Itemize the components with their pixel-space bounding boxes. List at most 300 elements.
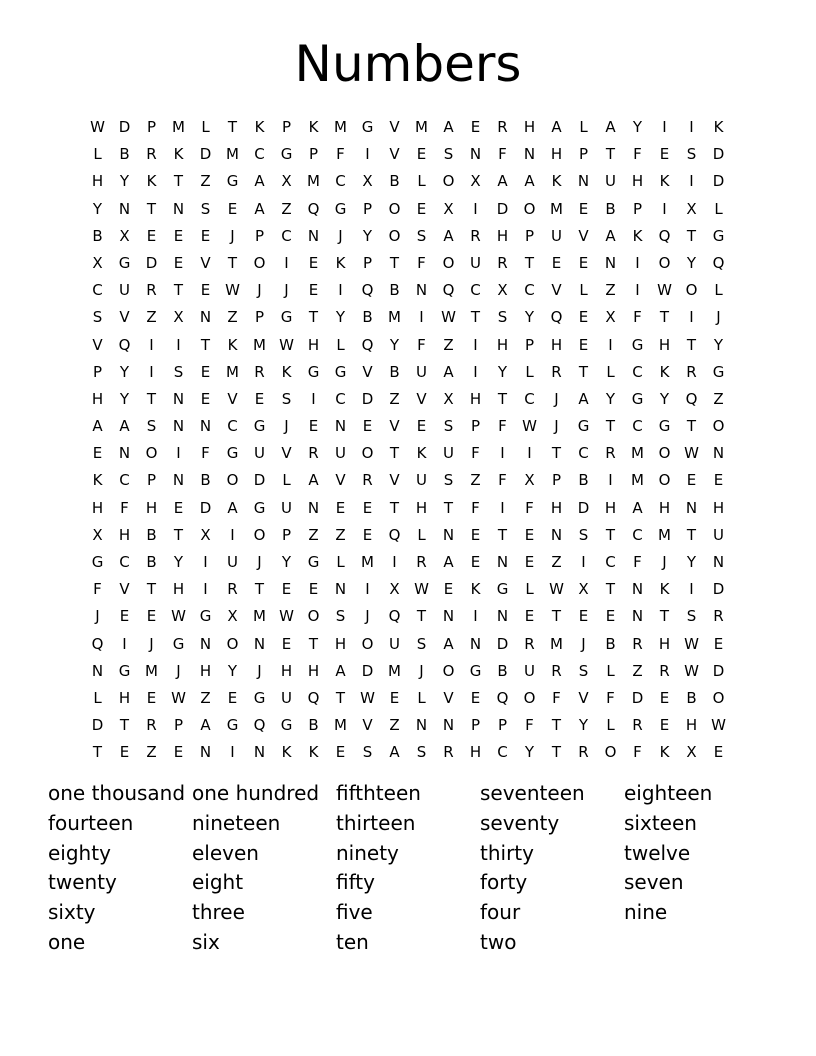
grid-letter: P <box>254 226 265 245</box>
grid-letter: I <box>689 118 694 136</box>
grid-letter: N <box>199 634 212 653</box>
page-title: Numbers <box>294 35 522 93</box>
grid-letter: W <box>684 444 699 463</box>
grid-letter: D <box>631 688 644 707</box>
grid-letter: T <box>470 308 481 327</box>
grid-letter: E <box>200 226 211 245</box>
grid-letter: T <box>605 145 616 164</box>
grid-letter: C <box>632 417 643 436</box>
grid-letter: Z <box>605 281 616 300</box>
grid-letter: P <box>470 716 481 735</box>
word-list-item: seventeen <box>480 781 585 805</box>
grid-letter: W <box>549 580 564 599</box>
grid-letter: I <box>176 444 181 463</box>
grid-letter: I <box>149 335 154 354</box>
grid-letter: I <box>473 199 478 218</box>
grid-letter: H <box>118 688 131 707</box>
grid-letter: W <box>657 281 672 300</box>
grid-letter: G <box>496 580 509 599</box>
grid-letter: P <box>308 145 319 164</box>
grid-letter: E <box>470 525 481 544</box>
grid-letter: Z <box>308 525 319 544</box>
grid-letter: O <box>685 281 698 300</box>
grid-letter: E <box>605 607 616 626</box>
word-list-item: seven <box>624 870 684 895</box>
grid-letter: P <box>146 471 157 490</box>
word-list-item: sixty <box>48 900 96 925</box>
grid-letter: P <box>362 199 373 218</box>
grid-letter: X <box>497 281 508 300</box>
grid-letter: N <box>199 417 212 436</box>
grid-letter: K <box>335 253 346 272</box>
grid-letter: Y <box>524 308 535 327</box>
grid-letter: I <box>662 118 667 136</box>
grid-letter: N <box>415 281 428 300</box>
grid-letter: P <box>497 716 508 735</box>
grid-letter: A <box>605 118 616 136</box>
grid-letter: G <box>280 145 293 164</box>
grid-letter: W <box>441 308 456 327</box>
grid-letter: E <box>443 580 454 599</box>
grid-letter: F <box>633 553 642 571</box>
grid-letter: K <box>551 172 562 191</box>
grid-letter: H <box>550 498 563 517</box>
grid-letter: F <box>471 498 480 517</box>
grid-letter: N <box>550 525 563 544</box>
grid-letter: F <box>525 498 534 517</box>
grid-letter: T <box>605 417 616 436</box>
grid-letter: I <box>311 389 316 408</box>
grid-letter: K <box>470 580 481 599</box>
grid-letter: M <box>631 471 644 490</box>
grid-letter: E <box>686 471 697 490</box>
grid-letter: K <box>173 145 184 164</box>
grid-letter: G <box>199 607 212 626</box>
grid-letter: J <box>95 607 100 626</box>
grid-letter: V <box>416 389 427 408</box>
grid-letter: O <box>226 471 239 490</box>
grid-letter: J <box>284 281 289 300</box>
grid-letter: U <box>524 661 535 680</box>
grid-letter: Y <box>632 118 643 136</box>
grid-letter: Y <box>227 661 238 680</box>
word-list-item: thirty <box>480 840 534 865</box>
grid-letter: R <box>524 634 535 653</box>
grid-letter: F <box>417 253 426 272</box>
grid-letter: C <box>119 471 130 490</box>
grid-letter: R <box>551 362 562 381</box>
grid-letter: S <box>497 308 508 327</box>
word-list-item: eighty <box>48 840 111 865</box>
grid-letter: H <box>550 145 563 164</box>
grid-letter: A <box>254 199 265 218</box>
grid-letter: T <box>146 389 157 408</box>
grid-letter: B <box>605 199 616 218</box>
grid-letter: B <box>119 145 130 164</box>
grid-letter: I <box>689 580 694 599</box>
grid-letter: A <box>308 471 319 490</box>
grid-letter: T <box>443 498 454 517</box>
grid-letter: C <box>281 226 292 245</box>
grid-letter: G <box>226 716 239 735</box>
grid-letter: S <box>578 525 589 544</box>
grid-letter: D <box>253 471 266 490</box>
grid-letter: E <box>578 335 589 354</box>
word-list-item: twelve <box>624 840 691 865</box>
grid-letter: H <box>550 335 563 354</box>
grid-letter: J <box>257 281 262 300</box>
grid-letter: Y <box>119 362 130 381</box>
grid-letter: M <box>361 553 374 571</box>
word-list-item: fifthteen <box>336 781 421 805</box>
grid-letter: L <box>714 199 723 218</box>
grid-letter: Y <box>173 553 184 571</box>
grid-letter: Y <box>524 743 535 762</box>
grid-letter: L <box>525 580 534 599</box>
grid-letter: A <box>200 716 211 735</box>
grid-letter: V <box>389 118 400 136</box>
grid-letter: T <box>119 716 130 735</box>
grid-letter: G <box>577 417 590 436</box>
word-list <box>48 779 768 958</box>
grid-letter: O <box>523 199 536 218</box>
grid-letter: T <box>308 308 319 327</box>
grid-letter: E <box>254 389 265 408</box>
grid-letter: G <box>334 199 347 218</box>
grid-letter: H <box>280 661 293 680</box>
grid-letter: A <box>578 389 589 408</box>
grid-letter: I <box>203 580 208 599</box>
grid-letter: Q <box>388 607 401 626</box>
grid-letter: J <box>176 661 181 680</box>
grid-letter: Q <box>361 281 374 300</box>
grid-letter: A <box>551 118 562 136</box>
grid-letter: C <box>524 281 535 300</box>
grid-letter: A <box>254 172 265 191</box>
grid-letter: D <box>199 498 212 517</box>
grid-letter: O <box>388 226 401 245</box>
grid-letter: R <box>632 716 643 735</box>
grid-letter: I <box>230 743 235 762</box>
grid-letter: E <box>713 471 724 490</box>
grid-letter: Q <box>253 716 266 735</box>
grid-letter: F <box>498 417 507 436</box>
grid-letter: M <box>550 199 563 218</box>
grid-letter: M <box>334 118 347 136</box>
grid-letter: T <box>146 580 157 599</box>
grid-letter: X <box>443 389 454 408</box>
grid-letter: G <box>118 661 131 680</box>
grid-letter: F <box>417 335 426 354</box>
grid-letter: H <box>469 743 482 762</box>
grid-letter: Q <box>307 199 320 218</box>
grid-letter: X <box>92 525 103 544</box>
grid-letter: Y <box>119 172 130 191</box>
grid-letter: J <box>581 634 586 653</box>
grid-letter: G <box>253 688 266 707</box>
grid-letter: T <box>497 389 508 408</box>
grid-letter: Q <box>658 226 671 245</box>
grid-letter: L <box>417 688 426 707</box>
grid-letter: H <box>712 498 725 517</box>
grid-letter: E <box>173 226 184 245</box>
grid-letter: R <box>578 743 589 762</box>
grid-letter: D <box>712 661 725 680</box>
grid-letter: X <box>578 580 589 599</box>
grid-letter: A <box>443 118 454 136</box>
grid-letter: E <box>308 281 319 300</box>
grid-letter: Z <box>389 389 400 408</box>
grid-letter: F <box>633 308 642 327</box>
grid-letter: R <box>227 580 238 599</box>
grid-letter: E <box>416 417 427 436</box>
grid-letter: T <box>605 580 616 599</box>
grid-letter: G <box>307 553 320 571</box>
grid-letter: N <box>496 553 509 571</box>
grid-letter: H <box>469 389 482 408</box>
grid-letter: A <box>443 362 454 381</box>
grid-letter: E <box>362 417 373 436</box>
word-list-item: fifty <box>336 870 375 895</box>
grid-letter: B <box>200 471 211 490</box>
grid-letter: J <box>338 226 343 245</box>
grid-letter: Q <box>496 688 509 707</box>
word-list-item: seventy <box>480 810 560 835</box>
grid-letter: B <box>605 634 616 653</box>
grid-letter: T <box>173 525 184 544</box>
grid-letter: X <box>470 172 481 191</box>
grid-letter: T <box>551 444 562 463</box>
grid-letter: V <box>362 362 373 381</box>
grid-letter: L <box>93 688 102 707</box>
grid-letter: I <box>473 607 478 626</box>
grid-letter: Y <box>281 553 292 571</box>
grid-letter: E <box>119 607 130 626</box>
grid-letter: X <box>200 525 211 544</box>
grid-letter: N <box>199 743 212 762</box>
grid-letter: W <box>360 688 375 707</box>
grid-letter: N <box>172 417 185 436</box>
grid-letter: T <box>659 607 670 626</box>
grid-letter: B <box>308 716 319 735</box>
grid-letter: N <box>712 444 725 463</box>
grid-letter: E <box>281 580 292 599</box>
grid-letter: D <box>361 389 374 408</box>
grid-letter: Z <box>335 525 346 544</box>
grid-letter: V <box>335 471 346 490</box>
grid-letter: V <box>443 688 454 707</box>
grid-letter: W <box>684 661 699 680</box>
grid-letter: H <box>199 661 212 680</box>
grid-letter: T <box>578 362 589 381</box>
grid-letter: A <box>443 634 454 653</box>
grid-letter: P <box>632 199 643 218</box>
grid-letter: N <box>523 145 536 164</box>
word-list-item: one <box>48 929 86 954</box>
grid-letter: O <box>712 417 725 436</box>
word-list-item: nineteen <box>192 810 281 835</box>
grid-letter: G <box>280 716 293 735</box>
grid-letter: M <box>334 716 347 735</box>
grid-letter: O <box>658 253 671 272</box>
grid-letter: I <box>365 145 370 164</box>
grid-letter: D <box>712 580 725 599</box>
grid-letter: T <box>254 580 265 599</box>
grid-letter: M <box>145 661 158 680</box>
grid-letter: H <box>658 498 671 517</box>
grid-letter: H <box>307 661 320 680</box>
grid-letter: I <box>635 253 640 272</box>
grid-letter: N <box>253 634 266 653</box>
grid-letter: E <box>173 743 184 762</box>
grid-letter: N <box>118 199 131 218</box>
grid-letter: I <box>662 199 667 218</box>
grid-letter: N <box>307 498 320 517</box>
grid-letter: X <box>389 580 400 599</box>
grid-letter: E <box>200 362 211 381</box>
grid-letter: G <box>253 498 266 517</box>
grid-letter: K <box>713 118 724 136</box>
grid-letter: D <box>712 172 725 191</box>
grid-letter: Y <box>578 716 589 735</box>
grid-letter: N <box>442 525 455 544</box>
grid-letter: H <box>172 580 185 599</box>
grid-letter: L <box>417 172 426 191</box>
grid-letter: K <box>254 118 265 136</box>
grid-letter: T <box>551 607 562 626</box>
grid-letter: Z <box>632 661 643 680</box>
grid-letter: L <box>201 118 210 136</box>
grid-letter: P <box>362 253 373 272</box>
grid-letter: X <box>92 253 103 272</box>
grid-letter: E <box>524 607 535 626</box>
grid-letter: N <box>415 716 428 735</box>
grid-letter: N <box>118 444 131 463</box>
grid-letter: O <box>658 444 671 463</box>
grid-letter: F <box>336 145 345 164</box>
grid-letter: M <box>388 661 401 680</box>
grid-letter: D <box>145 253 158 272</box>
grid-letter: X <box>173 308 184 327</box>
grid-letter: S <box>200 199 211 218</box>
grid-letter: Z <box>551 553 562 571</box>
grid-letter: G <box>334 362 347 381</box>
grid-letter: G <box>226 172 239 191</box>
grid-letter: C <box>92 281 103 300</box>
grid-letter: N <box>442 607 455 626</box>
grid-letter: Q <box>442 281 455 300</box>
grid-letter: N <box>172 389 185 408</box>
grid-letter: M <box>226 145 239 164</box>
grid-letter: I <box>419 308 424 327</box>
word-list-item: three <box>192 900 245 925</box>
grid-letter: N <box>712 553 725 571</box>
grid-letter: V <box>389 417 400 436</box>
grid-letter: W <box>171 607 186 626</box>
grid-letter: I <box>338 281 343 300</box>
grid-letter: H <box>91 172 104 191</box>
grid-letter: E <box>227 199 238 218</box>
grid-letter: S <box>686 607 697 626</box>
grid-letter: E <box>578 607 589 626</box>
grid-letter: C <box>227 417 238 436</box>
grid-letter: R <box>362 471 373 490</box>
grid-letter: R <box>308 444 319 463</box>
word-list-item: ten <box>336 929 369 954</box>
grid-letter: U <box>416 471 427 490</box>
grid-letter: D <box>712 145 725 164</box>
grid-letter: C <box>632 362 643 381</box>
word-list-item: nine <box>624 900 668 925</box>
grid-letter: R <box>470 226 481 245</box>
grid-letter: M <box>226 362 239 381</box>
grid-letter: E <box>281 634 292 653</box>
grid-letter: G <box>253 417 266 436</box>
grid-letter: T <box>173 172 184 191</box>
grid-letter: Q <box>712 253 725 272</box>
grid-letter: T <box>227 118 238 136</box>
grid-letter: E <box>308 253 319 272</box>
grid-letter: Z <box>227 308 238 327</box>
grid-letter: G <box>361 118 374 136</box>
grid-letter: J <box>257 661 262 680</box>
grid-letter: K <box>92 471 103 490</box>
grid-letter: E <box>173 253 184 272</box>
grid-letter: V <box>389 145 400 164</box>
grid-letter: D <box>91 716 104 735</box>
grid-letter: H <box>685 716 698 735</box>
grid-letter: D <box>577 498 590 517</box>
grid-letter: M <box>550 634 563 653</box>
grid-letter: U <box>119 281 130 300</box>
grid-letter: W <box>522 417 537 436</box>
grid-letter: I <box>689 308 694 327</box>
word-list-item: ninety <box>336 840 399 865</box>
grid-letter: O <box>361 444 374 463</box>
grid-letter: Y <box>92 199 103 218</box>
grid-letter: S <box>443 145 454 164</box>
grid-letter: X <box>686 199 697 218</box>
grid-letter: I <box>608 335 613 354</box>
grid-letter: H <box>145 498 158 517</box>
grid-letter: I <box>149 362 154 381</box>
grid-letter: R <box>443 743 454 762</box>
grid-letter: I <box>203 553 208 571</box>
grid-letter: N <box>442 716 455 735</box>
grid-letter: I <box>176 335 181 354</box>
grid-letter: A <box>119 417 130 436</box>
grid-letter: I <box>500 498 505 517</box>
grid-letter: R <box>416 553 427 571</box>
grid-letter: B <box>92 226 103 245</box>
grid-letter: S <box>443 471 454 490</box>
grid-letter: W <box>684 634 699 653</box>
grid-letter: X <box>119 226 130 245</box>
grid-letter: B <box>389 362 400 381</box>
grid-letter: T <box>146 199 157 218</box>
grid-letter: E <box>470 553 481 571</box>
grid-letter: E <box>200 281 211 300</box>
grid-letter: F <box>93 580 102 599</box>
grid-letter: T <box>686 417 697 436</box>
grid-letter: Y <box>362 226 373 245</box>
grid-letter: O <box>226 634 239 653</box>
grid-letter: M <box>253 335 266 354</box>
grid-letter: Y <box>686 253 697 272</box>
grid-letter: C <box>470 281 481 300</box>
grid-letter: Q <box>388 525 401 544</box>
grid-letter: E <box>146 688 157 707</box>
